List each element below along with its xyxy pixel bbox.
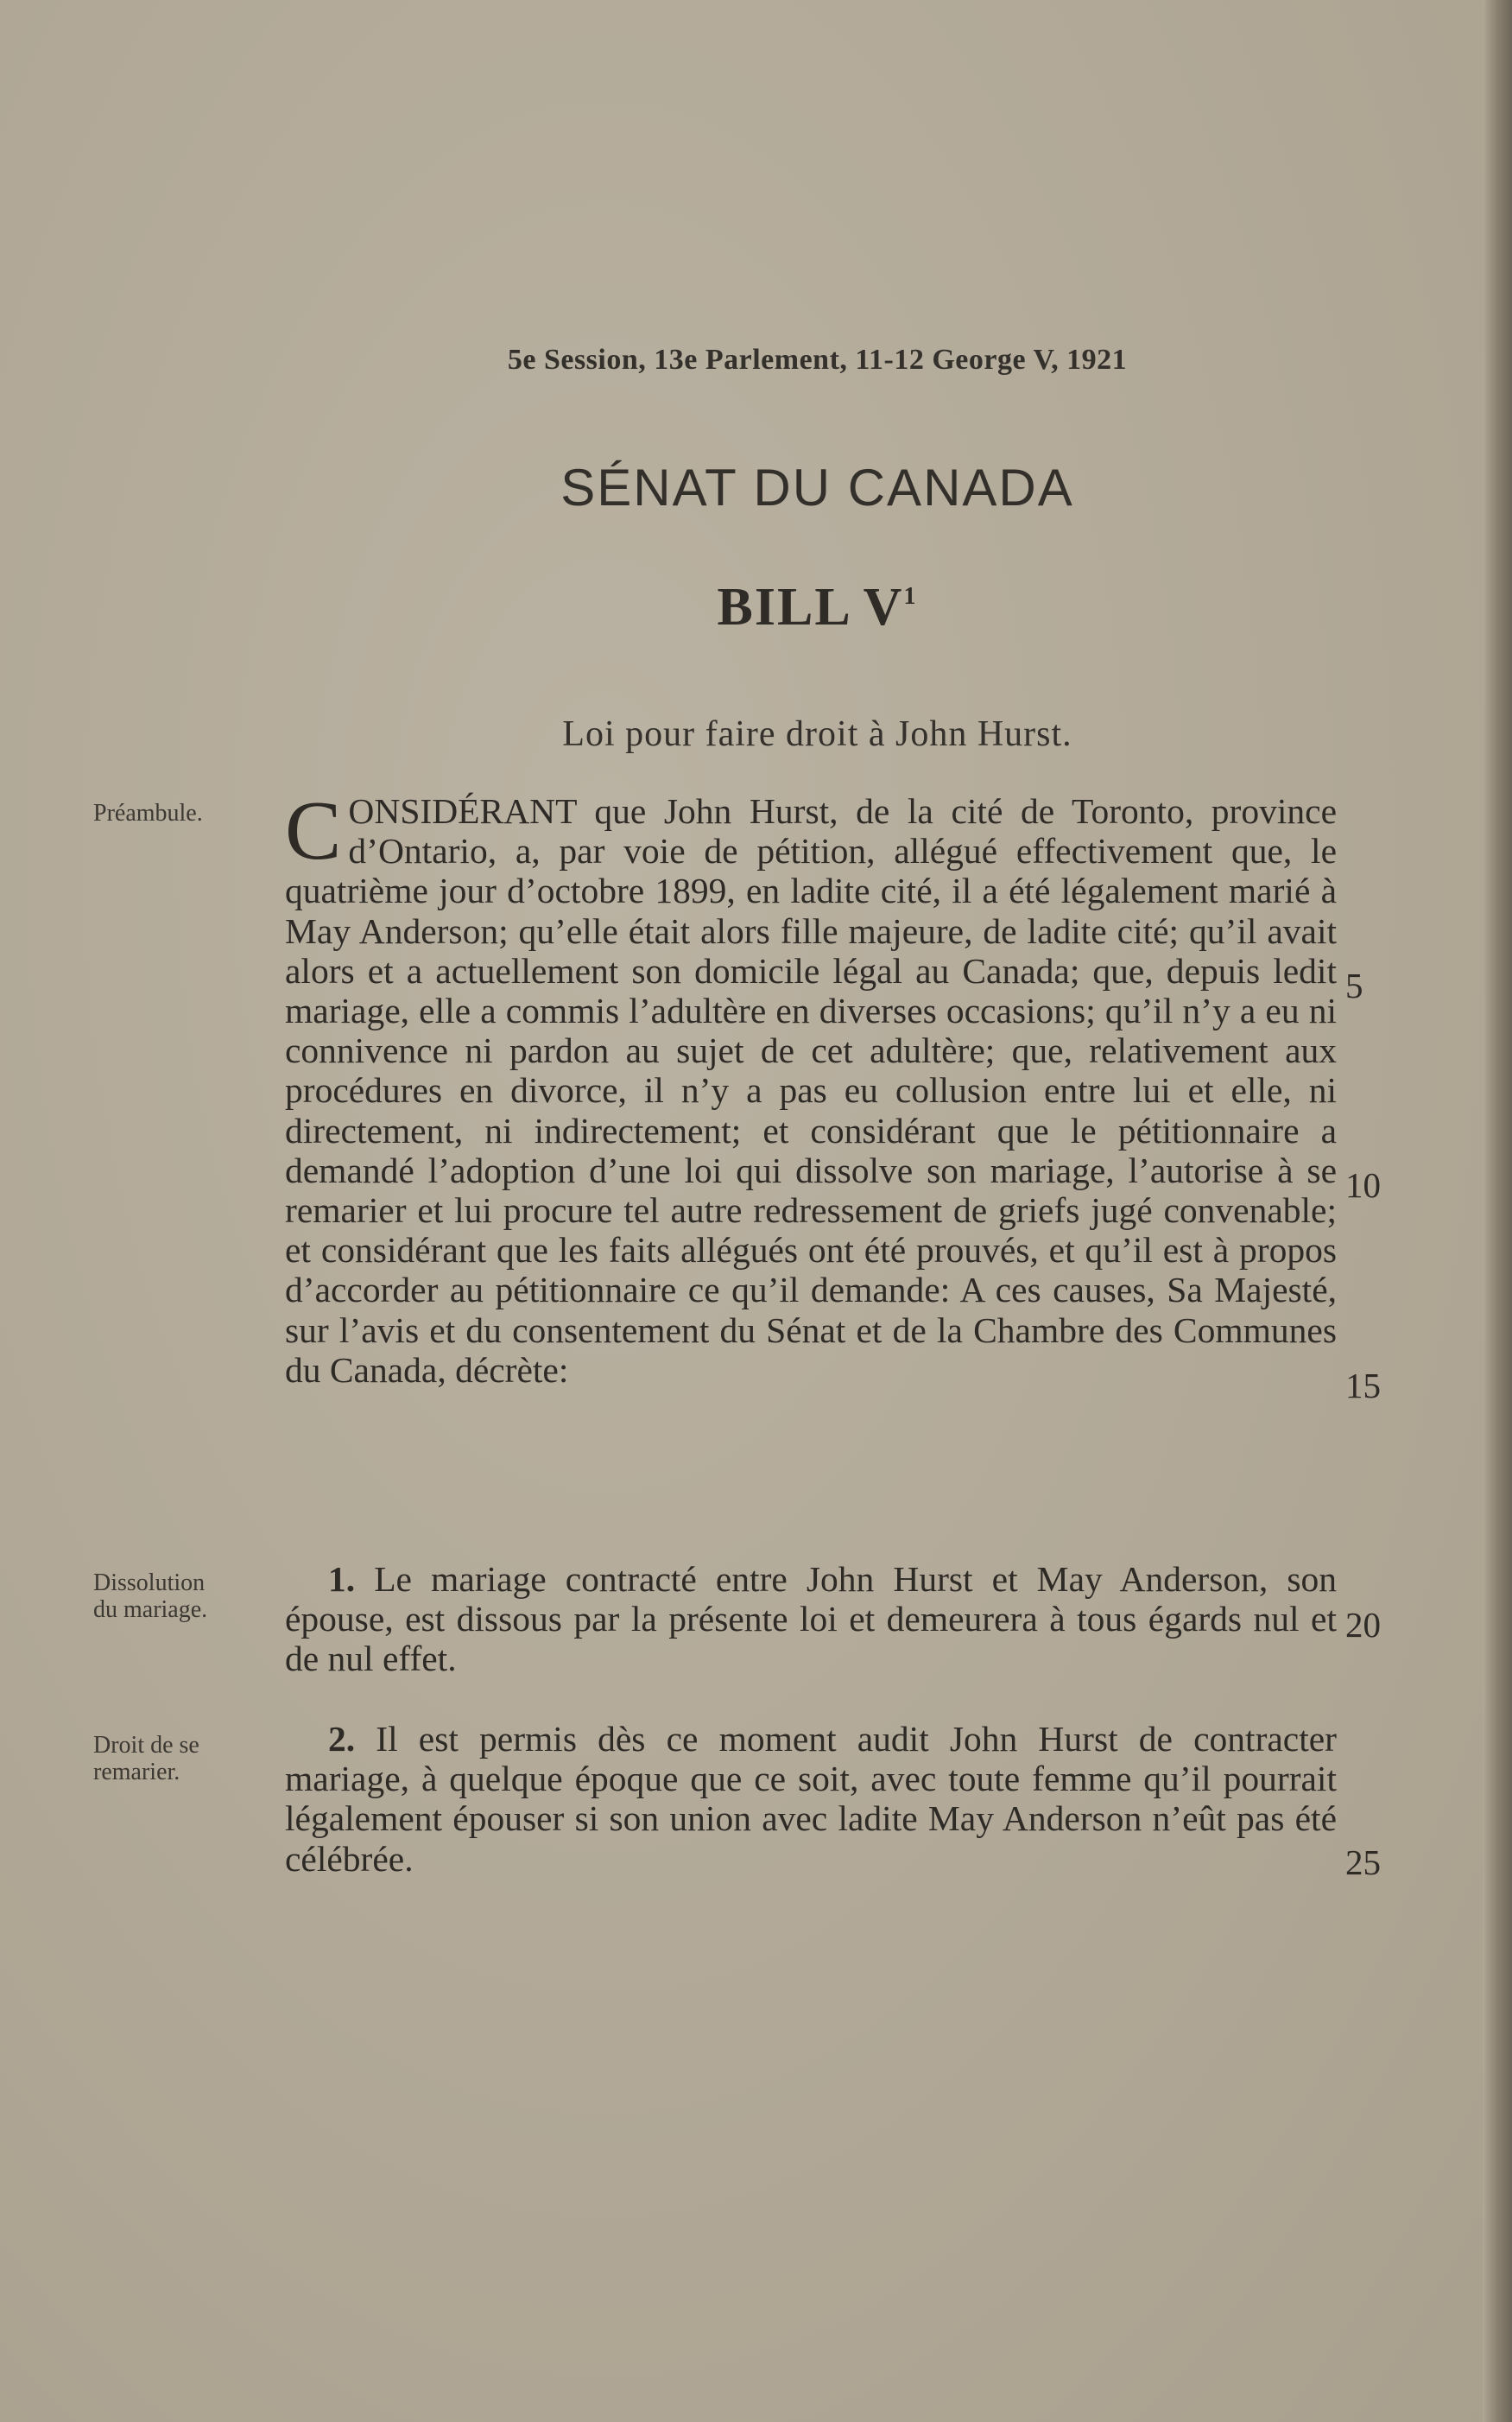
margin-note-dissolution-line1: Dissolution <box>93 1569 206 1596</box>
preamble-text: ONSIDÉRANT que John Hurst, de la cité de Toronto, province d’Ontario, a, par voie de pétition, allégué effectivement que, le quatrième jour d’octobre 1899, en ladite cité, il a été légalement marié à May Anderson; qu’elle était alors fille majeure, de ladite cité; qu’il avait alors et a actuellement son domicile légal au Canada; que, depuis ledit mariage, elle a commis l’adultère en diverses occasions; qu’il n’y a eu ni connivence ni pardon au sujet de cet adultère; que, relativement aux procédures en divorce, il n’y a pas eu collusion entre lui et elle, ni directement, ni indirectement; et considérant que le pétitionnaire a demandé l’adoption d’une loi qui dissolve son mariage, l’autorise à se remarier et lui procure tel autre redressement de griefs jugé convenable; et considérant que les faits allégués ont été prouvés, et qu’il est à propos d’accorder au pétitionnaire ce qu’il demande: A ces causes, Sa Majesté, sur l’avis et du consentement du Sénat et de la Chambre des Communes du Canada, décrète: <box>285 791 1337 1390</box>
line-number-15: 15 <box>1345 1366 1381 1405</box>
session-header: 5e Session, 13e Parlement, 11-12 George V, 1921 <box>507 344 1128 376</box>
line-number-25: 25 <box>1345 1842 1381 1882</box>
margin-note-remarry-line1: Droit de se <box>93 1732 199 1759</box>
margin-note-dissolution <box>93 1569 257 1623</box>
bill-superscript: 1 <box>903 583 918 610</box>
preamble-paragraph <box>285 784 1337 1390</box>
margin-note-remarry <box>93 1732 257 1785</box>
section-2-text: Il est permis dès ce moment audit John Hurst de contracter mariage, à quelque époque que ce soit, avec toute femme qu’il pourrait légalement épouser si son union avec ladite May Anderson n’eût pas été célébrée. <box>285 1719 1337 1879</box>
bill-number <box>0 577 1512 638</box>
section-1 <box>285 1559 1337 1679</box>
margin-note-dissolution-line2: du mariage. <box>93 1596 208 1623</box>
bill-title: Loi pour faire droit à John Hurst. <box>562 714 1072 754</box>
margin-note-preamble: Préambule. <box>93 800 203 827</box>
section-2 <box>285 1719 1337 1879</box>
bill-prefix: BILL V <box>717 578 904 637</box>
section-1-text: Le mariage contracté entre John Hurst et May Anderson, son épouse, est dissous par la présente loi et demeurera à tous égards nul et de nul effet. <box>285 1559 1337 1679</box>
section-1-number: 1. <box>328 1559 356 1599</box>
line-number-20: 20 <box>1345 1605 1381 1645</box>
section-2-number: 2. <box>328 1719 356 1759</box>
margin-note-remarry-line2: remarier. <box>93 1759 180 1785</box>
line-number-5: 5 <box>1345 966 1363 1005</box>
dropcap-letter: C <box>285 784 342 878</box>
senate-title: SÉNAT DU CANADA <box>560 459 1074 517</box>
line-number-10: 10 <box>1345 1165 1381 1205</box>
